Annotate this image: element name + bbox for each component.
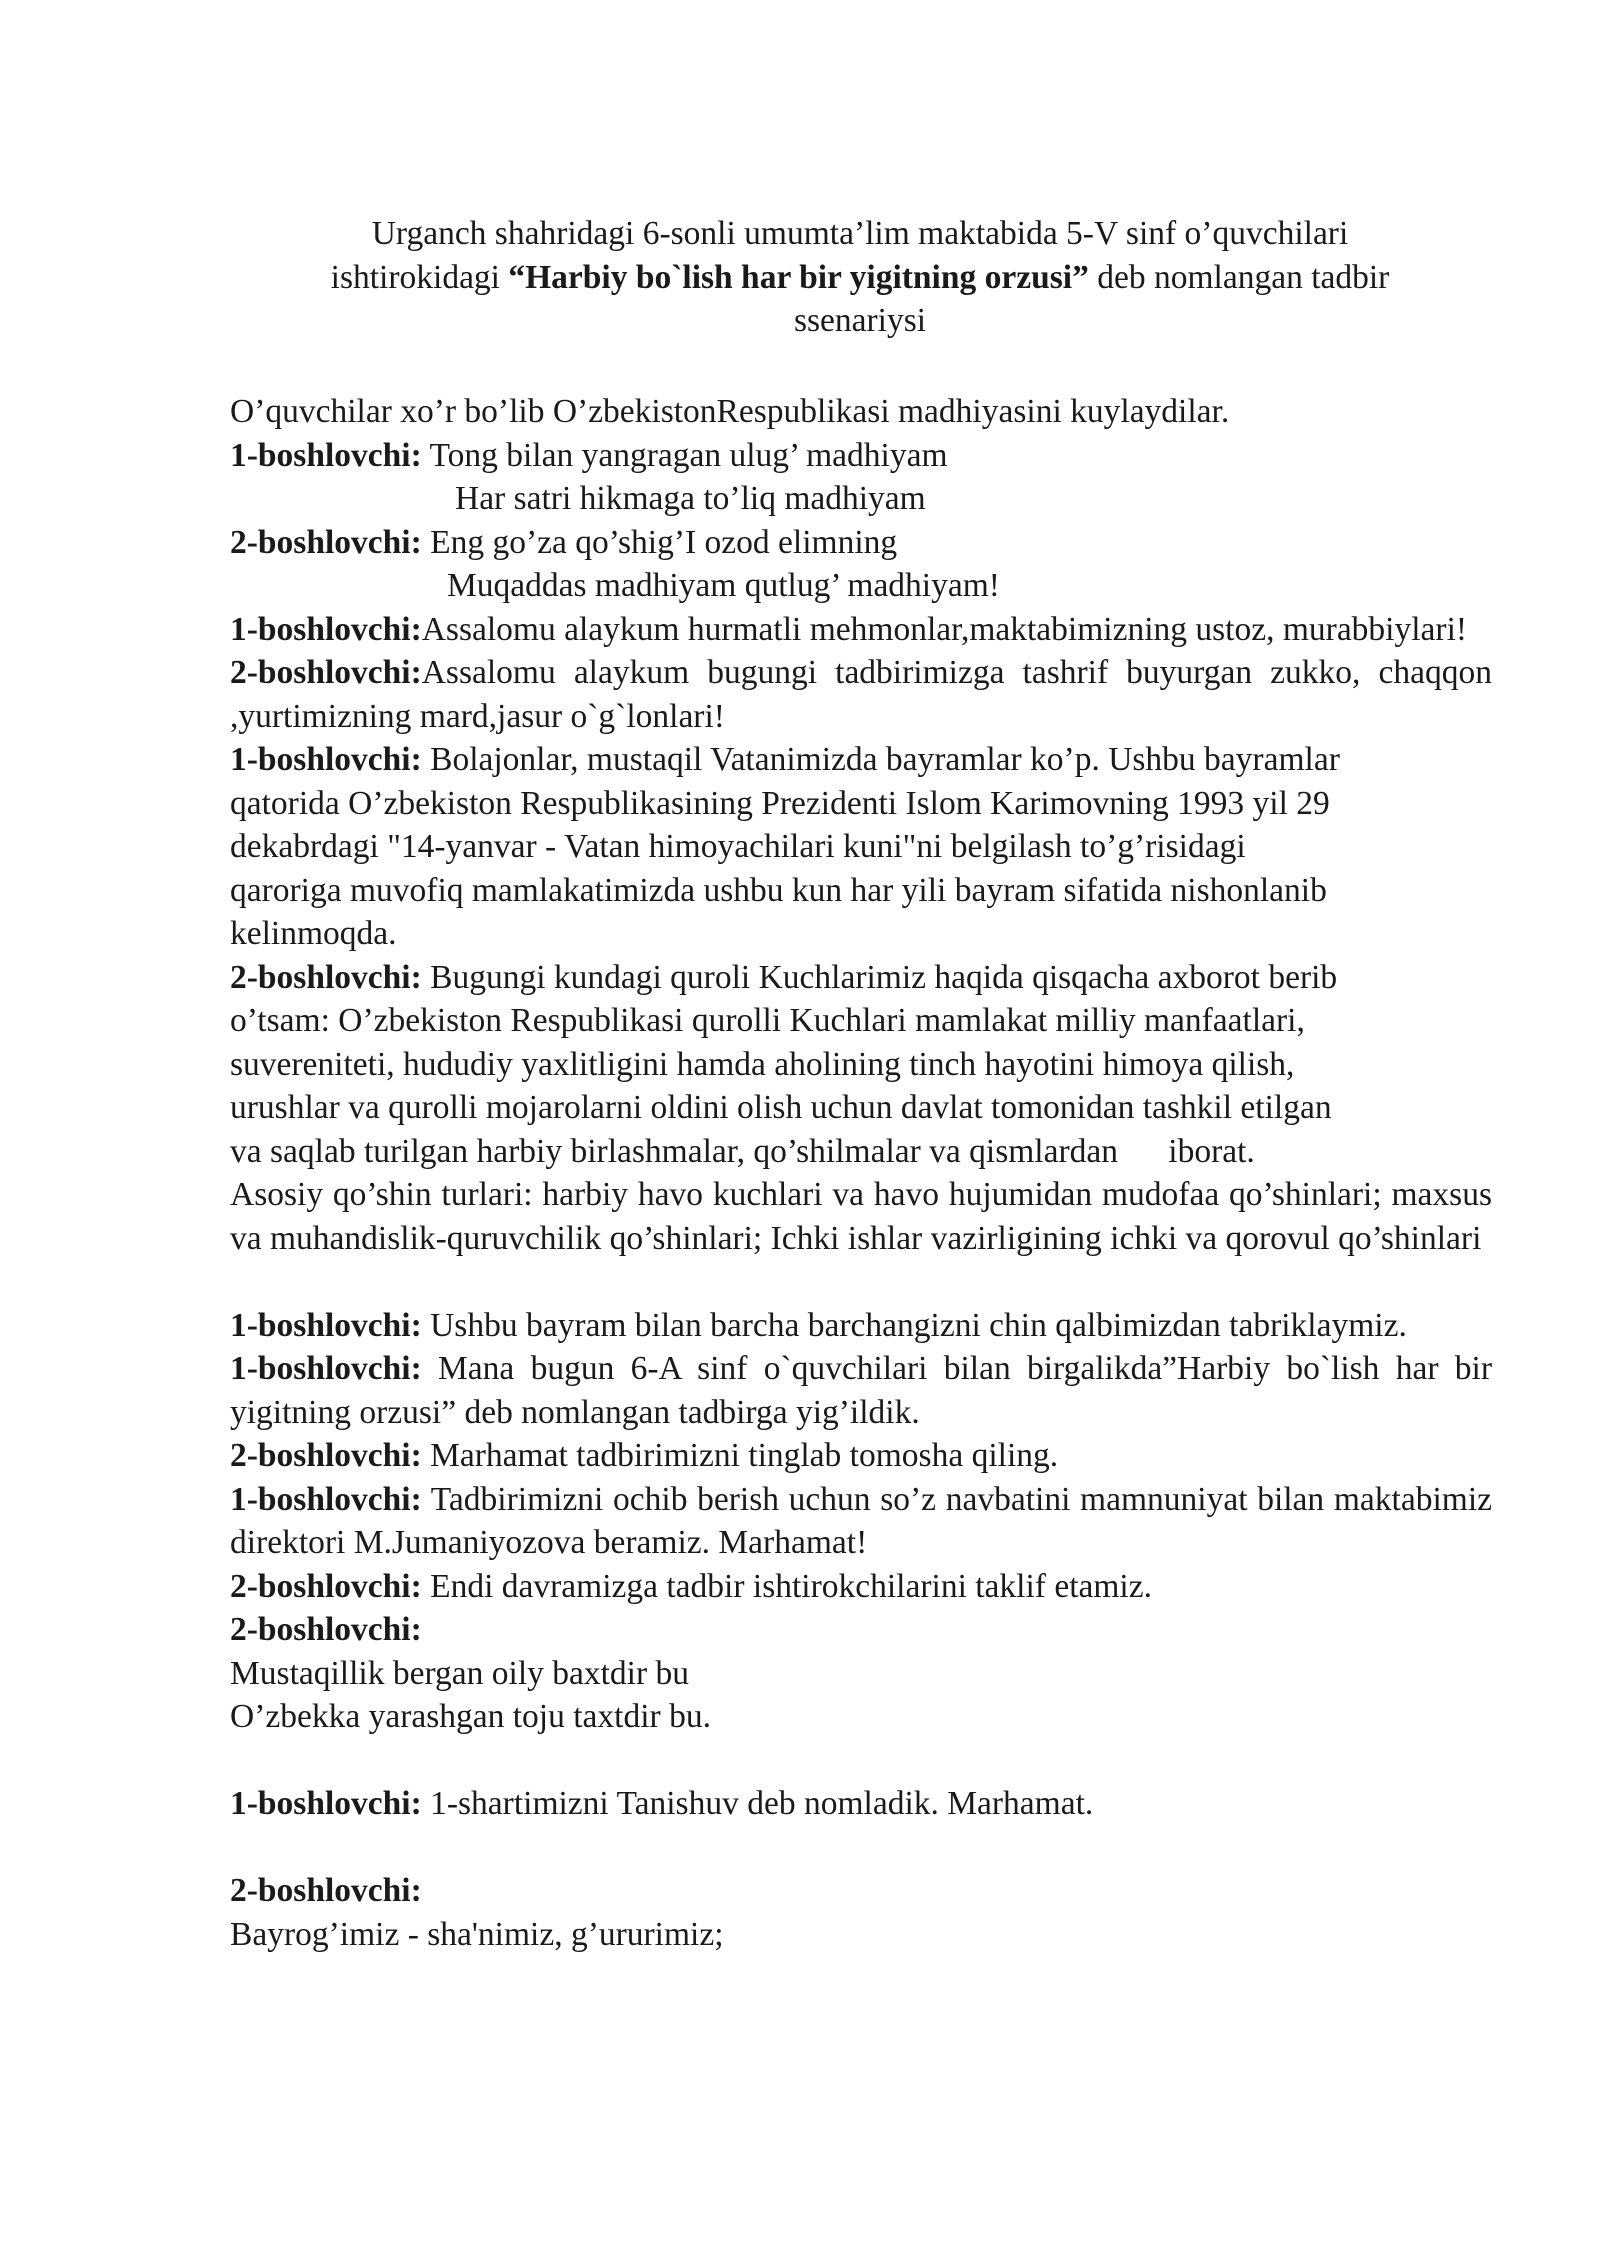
speaker-label: 1-boshlovchi: (230, 1785, 422, 1822)
paragraph-line: o’tsam: O’zbekiston Respublikasi qurolli Kuchlari mamlakat milliy manfaatlari, (230, 1002, 1305, 1039)
speaker-line (230, 1434, 1492, 1478)
paragraph-line: qatorida O’zbekiston Respublikasining Prezidenti Islom Karimovning 1993 yil 29 (230, 784, 1330, 822)
speaker-paragraph (230, 651, 1492, 738)
verse-line: Muqaddas madhiyam qutlug’ madhiyam! (447, 567, 1000, 604)
title-line-1: Urganch shahridagi 6-sonli umumta’lim maktabida 5-V sinf o’quvchilari (371, 215, 1349, 252)
speaker-paragraph (230, 1478, 1492, 1565)
speaker-label: 1-boshlovchi: (230, 610, 422, 648)
speaker-label: 2-boshlovchi: (230, 1567, 422, 1605)
title-line-3: ssenariysi (793, 302, 927, 339)
speaker-line (230, 1782, 1492, 1826)
stage-direction: O’quvchilar xo’r bo’lib O’zbekistonRespublikasi madhiyasini kuylaydilar. (230, 393, 1230, 430)
speaker-text: Assalomu alaykum hurmatli mehmonlar,maktabimizning ustoz, murabbiylari! (421, 610, 1468, 648)
title-line-2-start: ishtirokidagi (330, 258, 509, 296)
speaker-label: 1-boshlovchi: (230, 436, 422, 474)
verse-line: O’zbekka yarashgan toju taxtdir bu. (230, 1698, 711, 1735)
speaker-text: Bolajonlar, mustaqil Vatanimizda bayramlar ko’p. Ushbu bayramlar (421, 741, 1340, 778)
blank-line (230, 1260, 1492, 1304)
speaker-text: Tadbirimizni ochib berish uchun so’z navbatini mamnuniyat bilan maktabimiz direktori M.Jumaniyozova beramiz. Marhamat! (230, 1480, 1492, 1561)
speaker-line (230, 521, 1492, 565)
speaker-text: Bugungi kundagi quroli Kuchlarimiz haqida qisqacha axborot berib (421, 958, 1338, 996)
paragraph-line: dekabrdagi "14-yanvar - Vatan himoyachilari kuni"ni belgilash to’g’risidagi (230, 828, 1246, 865)
document-title (230, 212, 1490, 343)
speaker-text: Eng go’za qo’shig’I ozod elimning (421, 523, 898, 561)
paragraph-line: qaroriga muvofiq mamlakatimizda ushbu kun har yili bayram sifatida nishonlanib (230, 871, 1327, 909)
title-line-2 (230, 256, 1490, 300)
blank-line (230, 1739, 1492, 1783)
speaker-label: 2-boshlovchi: (230, 1872, 422, 1909)
speaker-line (230, 434, 1492, 478)
speaker-label: 1-boshlovchi: (230, 741, 422, 778)
speaker-text: Ushbu bayram bilan barcha barchangizni chin qalbimizdan tabriklaymiz. (421, 1306, 1407, 1344)
paragraph-line: kelinmoqda. (230, 915, 397, 952)
paragraph-line (230, 738, 1492, 782)
speaker-text: Mana bugun 6-A sinf o`quvchilari bilan birgalikda”Harbiy bo`lish har bir yigitning orzusi” deb nomlangan tadbirga yig’ildik. (230, 1350, 1492, 1431)
verse-line: Har satri hikmaga to’liq madhiyam (455, 480, 926, 517)
speaker-paragraph (230, 1347, 1492, 1434)
paragraph-line: va saqlab turilgan harbiy birlashmalar, qo’shilmalar va qismlardan iborat. (230, 1132, 1255, 1170)
title-line-2-end: deb nomlangan tadbir (1088, 258, 1390, 296)
verse-line: Bayrog’imiz - sha'nimiz, g’ururimiz; (230, 1915, 724, 1953)
speaker-text: Assalomu alaykum bugungi tadbirimizga tashrif buyurgan zukko, chaqqon ,yurtimizning mard,jasur o`g`lonlari! (230, 654, 1492, 735)
speaker-line (230, 1565, 1492, 1609)
speaker-paragraph (230, 1304, 1492, 1348)
speaker-label: 1-boshlovchi: (230, 1350, 422, 1387)
blank-line (230, 1826, 1492, 1870)
paragraph-line: suvereniteti, hududiy yaxlitligini hamda aholining tinch hayotini himoya qilish, (230, 1045, 1295, 1083)
speaker-label: 1-boshlovchi: (230, 1306, 422, 1344)
speaker-line (230, 1869, 1492, 1913)
speaker-label: 2-boshlovchi: (230, 958, 422, 996)
speaker-text: Endi davramizga tadbir ishtirokchilarini taklif etamiz. (421, 1567, 1152, 1605)
paragraph-line (230, 956, 1492, 1000)
title-event-name: “Harbiy bo`lish har bir yigitning orzusi” (508, 258, 1089, 296)
speaker-label: 2-boshlovchi: (230, 654, 422, 691)
speaker-text: Tong bilan yangragan ulug’ madhiyam (421, 436, 948, 474)
speaker-paragraph (230, 956, 1492, 1174)
speaker-label: 1-boshlovchi: (230, 1480, 422, 1518)
paragraph: Asosiy qo’shin turlari: harbiy havo kuchlari va havo hujumidan mudofaa qo’shinlari; maxsus va muhandislik-quruvchilik qo’shinlari; Ichki ishlar vazirligining ichki va qorovul qo’shinlari (230, 1176, 1492, 1257)
script-body (230, 390, 1492, 1956)
speaker-label: 2-boshlovchi: (230, 1611, 422, 1648)
speaker-label: 2-boshlovchi: (230, 1437, 422, 1474)
verse-line: Mustaqillik bergan oily baxtdir bu (230, 1654, 690, 1692)
speaker-paragraph (230, 608, 1492, 652)
speaker-label: 2-boshlovchi: (230, 523, 422, 561)
speaker-text: 1-shartimizni Tanishuv deb nomladik. Marhamat. (421, 1785, 1094, 1822)
speaker-line (230, 1608, 1492, 1652)
speaker-text: Marhamat tadbirimizni tinglab tomosha qiling. (421, 1437, 1059, 1474)
speaker-paragraph (230, 738, 1492, 956)
paragraph-line: urushlar va qurolli mojarolarni oldini olish uchun davlat tomonidan tashkil etilgan (230, 1089, 1332, 1126)
